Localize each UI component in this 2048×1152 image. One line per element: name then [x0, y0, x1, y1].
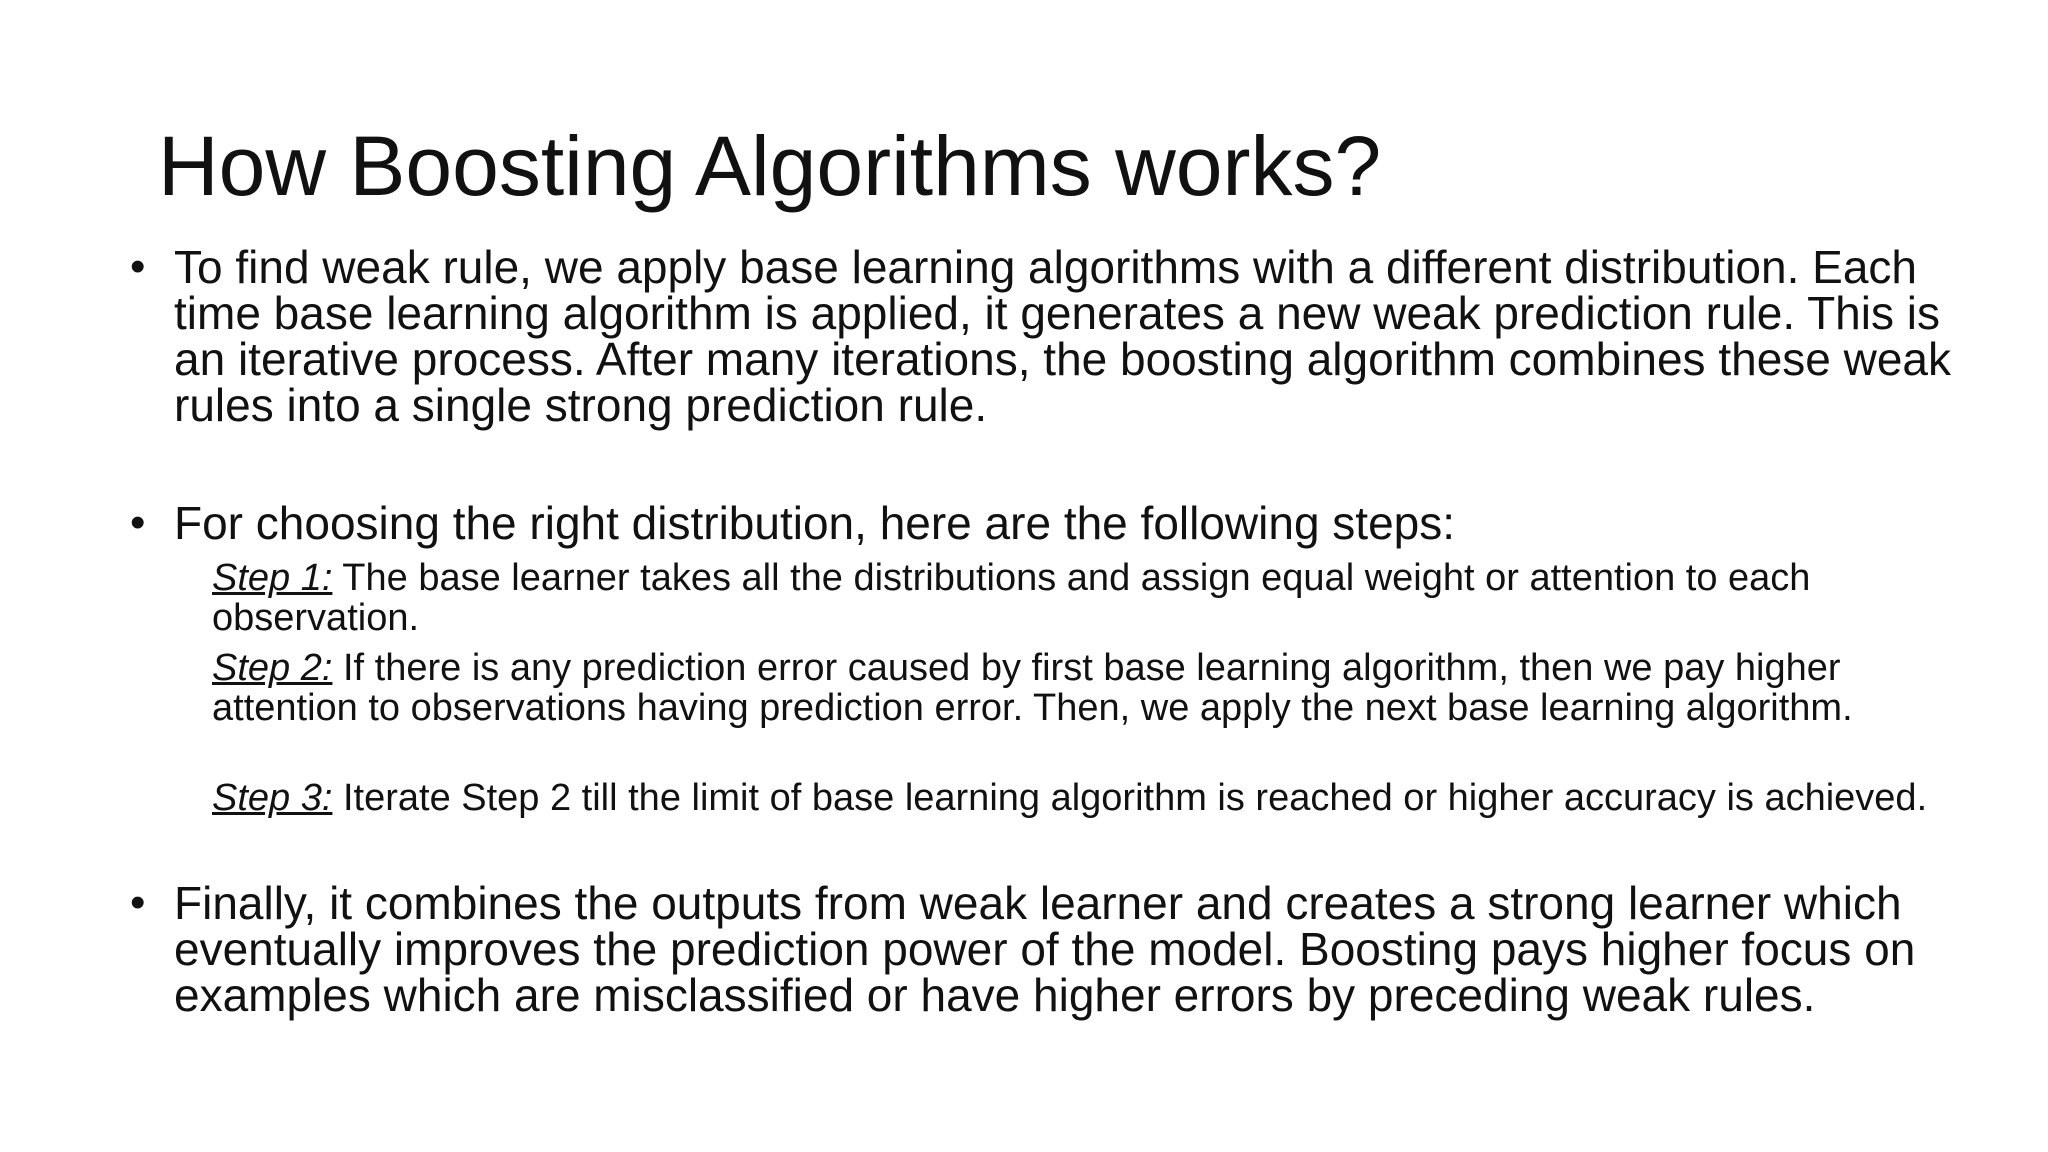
step-text-1: The base learner takes all the distributions and assign equal weight or attention to each observation.	[212, 557, 1811, 639]
bullet-text-3: Finally, it combines the outputs from weak learner and creates a strong learner which eventually improves the prediction power of the model. Boosting pays higher focus on examples which are misclassified or have higher errors by preceding weak rules.	[174, 877, 1916, 1021]
bullet-text-2: For choosing the right distribution, here are the following steps:	[174, 497, 1456, 549]
bullet-item-3	[130, 877, 1990, 1021]
step-item-2	[212, 648, 1992, 728]
bullet-item-1	[130, 241, 1990, 431]
step-item-3	[212, 778, 1992, 818]
bullet-icon: •	[130, 878, 146, 927]
step-label-2: Step 2:	[212, 647, 333, 689]
slide-title: How Boosting Algorithms works?	[158, 119, 1382, 213]
step-label-3: Step 3:	[212, 777, 333, 819]
step-item-1	[212, 558, 1992, 638]
bullet-text-1: To find weak rule, we apply base learning algorithms with a different distribution. Each time base learning algorithm is applied, it generates a new weak prediction rule. This is an iterative process. After many iterations, the boosting algorithm combines these weak rules into a single strong prediction rule.	[174, 241, 1952, 431]
bullet-item-2	[130, 497, 1990, 549]
step-text-3: Iterate Step 2 till the limit of base learning algorithm is reached or higher accuracy is achieved.	[332, 777, 1928, 819]
step-text-2: If there is any prediction error caused by first base learning algorithm, then we pay higher attention to observations having prediction error. Then, we apply the next base learning algorithm.	[212, 647, 1853, 729]
bullet-icon: •	[130, 498, 146, 547]
bullet-icon: •	[130, 242, 146, 291]
step-label-1: Step 1:	[212, 557, 333, 599]
